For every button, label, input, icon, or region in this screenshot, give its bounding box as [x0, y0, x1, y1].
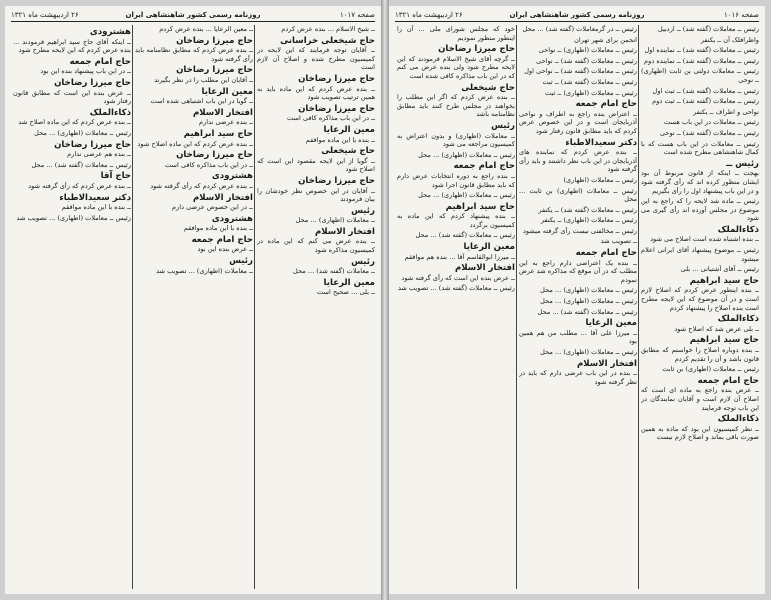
paragraph: رئیس ــ معاملات در این باب هست: [664, 118, 759, 127]
speaker-heading: رئیس: [351, 205, 375, 216]
paragraph: ــ شیخ الاسلام ... بنده عرض کردم: [281, 25, 375, 33]
paragraph: ــ گویا از این لایحه مقصود این است که اصلاح شود: [257, 156, 375, 174]
speaker-heading: حاج سید ابراهیم: [689, 335, 759, 346]
newspaper-title: روزنامه رسمی کشور شاهنشاهی ایران: [125, 11, 261, 19]
speaker-heading: افتخار الاسلام: [454, 263, 515, 274]
paragraph: ــ معاملات (اظهاری) ... محل: [295, 216, 375, 225]
speaker-heading: حاج امام جمعه: [575, 248, 637, 259]
paragraph: ــ در این باب مذاکره کافی است: [165, 160, 253, 169]
paragraph: ــ بنده با این ماده موافقم: [183, 224, 253, 233]
paragraph: ــ معاملات (اظهاری) و بدون اعتراض به کمیسیون مراجعه می شود: [397, 131, 515, 149]
paragraph: واظرافلک آن ــ یکنفر: [700, 35, 759, 44]
paragraph: رئیس ــ مخالفتی نیست رأی گرفته میشود: [522, 226, 637, 235]
paragraph: رئیس ــ معاملات (گفته شد) ... تصویب شد: [397, 284, 515, 293]
speaker-heading: معین الرعایا: [323, 277, 375, 288]
paragraph: ــ معاملات (گفته شد) ... محل: [293, 267, 375, 276]
paragraph: رئیس ــ معاملات (اظهاری) ــ یکنفر: [540, 216, 637, 225]
speaker-heading: حاج میرزا رضاخان: [438, 44, 515, 55]
speaker-heading: حاج امام جمعه: [697, 375, 759, 386]
paragraph: رئیس ــ معاملات (گفته شد) ــ ثبت: [542, 77, 637, 86]
paragraph: ــ اعتراض بنده راجع به اطراف و نواحی آذربایجان است و در این خصوص عرض کردم که باید مطابق قانون رفتار شود: [519, 109, 637, 135]
paragraph: ــ آقایان این مطلب را در نظر بگیرند: [154, 75, 253, 84]
paragraph: رئیس ــ معاملات (اظهاری): [563, 175, 637, 184]
paragraph: رئیس ــ معاملات (گفته شد) ــ نماینده اول: [644, 46, 759, 55]
paragraph: رئیس ــ معاملات (اظهاری) بن ثابت: [662, 365, 759, 374]
paragraph: رئیس ــ معاملات (اظهاری) ... محل: [418, 150, 515, 159]
paragraph: ــ میرزا ابوالقاسم آقا ... بنده هم موافقم: [404, 252, 515, 261]
paragraph: ــ بنده اینطور عرض کردم که اصلاح لازم است و در آن موضوع که این لایحه مطرح است بنده اصلاح را پیشنهاد کردم: [641, 286, 759, 312]
paragraph: ــ اینکه آقای حاج سید ابراهیم فرمودند ... بنده عرض کردم که این لایحه مطرح شود: [13, 37, 131, 55]
paragraph: ــ معین الرعایا ... بنده عرض کردم: [159, 25, 253, 33]
paragraph: ــ بنده عرض کردم که این ماده اصلاح شود: [137, 139, 253, 148]
speaker-heading: هشترودی: [211, 171, 253, 182]
paragraph: ــ میرزا علی آقا ... مطلب من هم همین بود: [519, 328, 637, 346]
paragraph: رئیس ــ معاملات (گفته شد) ... محل: [537, 307, 637, 316]
paragraph: رئیس ــ معاملات (اظهاری) ــ نواحی: [538, 46, 637, 55]
paragraph: ــ بنده با این ماده موافقم: [305, 135, 375, 144]
paragraph: ــ در این باب مذاکره کافی است: [287, 114, 375, 123]
paragraph: ــ در این باب پیشنهاد بنده این بود: [40, 67, 131, 76]
page-header: [395, 9, 759, 22]
text-column: [257, 25, 375, 589]
paragraph: رئیس ــ معاملات (اظهاری) ــ ثبت: [545, 88, 637, 97]
paragraph: رئیس ــ در گرمعاملات (گفته شد) ... محل: [522, 25, 637, 33]
paragraph: ــ بنده دوباره اصلاح را خواستم که مطابق قانون باشد و آن را تقدیم کردم: [641, 346, 759, 363]
paragraph: ــ بنده هم عرضی ندارم: [67, 150, 131, 159]
speaker-heading: حاج میرزا رضاخان: [54, 139, 131, 150]
paragraph: رئیس ــ معاملات (اظهاری) ... محل: [34, 128, 131, 137]
text-column: [519, 25, 637, 589]
paragraph: ــ بنده عرضی ندارم: [199, 118, 253, 127]
speaker-heading: حاج سید ابراهیم: [183, 128, 253, 139]
speaker-heading: ذکاءالملک: [717, 224, 759, 235]
paragraph: ــ بنده عرض کردم که اگر این مطلب را بخواهند در مجلس طرح کنند باید مطابق نظامنامه باشد: [397, 93, 515, 119]
paragraph: ــ تصویب شد: [600, 237, 637, 246]
speaker-heading: افتخار الاسلام: [314, 226, 375, 237]
paragraph: ــ عرض بنده راجع به ماده ای است که اصلاح آن لازم است و آقایان نمایندگان در این باب توجه فرمایند: [641, 386, 759, 412]
paragraph: ــ بنده یک اعتراضی دارم راجع به این مطلب که در آن موقع که مذاکره شد عرض نمودم: [519, 258, 637, 284]
speaker-heading: حاج شیخعلی خراسانی: [280, 35, 375, 46]
speaker-heading: هشترودی: [89, 27, 131, 37]
column-rule: [516, 25, 517, 589]
page-number: صفحه ۱۰۱۷: [339, 11, 375, 19]
paragraph: ــ عرض بنده این است که رأی گرفته شود: [401, 273, 515, 282]
speaker-heading: حاج شیخعلی: [321, 146, 375, 157]
speaker-heading: افتخار الاسلام: [192, 192, 253, 203]
paragraph: ــ عرض بنده این بود: [197, 245, 253, 254]
page-left: [5, 6, 381, 594]
paragraph: رئیس ــ معاملات (گفته شد) ... محل: [415, 231, 515, 240]
page-header: [11, 9, 375, 22]
speaker-heading: افتخار الاسلام: [192, 107, 253, 118]
paragraph: رئیس ــ معاملات (گفته شد) ــ ثبت دوم: [652, 97, 759, 106]
speaker-heading: رئیس ــ: [726, 158, 759, 169]
column-rule: [132, 25, 133, 589]
speaker-heading: دکتر سعیدالاطباء: [59, 192, 131, 203]
page-right: [389, 6, 765, 594]
speaker-heading: رئیس: [351, 256, 375, 267]
paragraph: رئیس ــ معاملات در این باب هست که با کمال شاهنشاهی مطرح شده است: [641, 139, 759, 157]
paragraph: ــ بنده عرض کردم که این ماده اصلاح شد: [18, 118, 131, 127]
text-column: [397, 25, 515, 589]
paragraph: رئیس ــ معاملات (گفته شد) ــ نواحی: [536, 56, 637, 65]
paragraph: ــ بنده راجع به دوره انتخابات عرض دارم که باید مطابق قانون اجرا شود: [397, 171, 515, 189]
paragraph: بهجت ــ اینکه از قانون مربوط آن بود ایشان منظور کرده اند که رأی گرفته شود و در این باب پیشنهاد اول را رأی بگیریم: [641, 169, 759, 195]
paragraph: ــ بنده عرض کردم که رأی گرفته شود: [150, 181, 253, 190]
speaker-heading: حاج میرزا رضاخان: [298, 73, 375, 84]
paragraph: ــ بنده در این باب عرضی دارم که باید در نظر گرفته شود: [519, 369, 637, 386]
paragraph: رئیس ــ ماده شد لایحه را که راجع به این موضوع در مجلس آورده اند رأی گیری می شود: [641, 197, 759, 223]
speaker-heading: ذکاءالملک: [717, 314, 759, 325]
paragraph: رئیس ــ معاملات (گفته شد) ــ اردبیل: [657, 25, 759, 33]
paragraph: انجمن برای شهر تهران: [574, 35, 637, 44]
paragraph: ــ بنده عرض کردم که نماینده های آذربایجان در این باب نظر داشتند و باید رأی گرفته شود: [519, 148, 637, 174]
speaker-heading: حاج میرزا رضاخان: [54, 77, 131, 88]
speaker-heading: حاج امام جمعه: [453, 161, 515, 172]
speaker-heading: حاج میرزا رضاخان: [176, 65, 253, 76]
paragraph: ــ گویا در این باب اشتباهی شده است: [150, 97, 253, 106]
book-gutter: [381, 0, 389, 600]
paragraph: رئیس ــ معاملات دولتی بن ثابت (اظهاری) ــ نوحی: [641, 67, 759, 84]
paragraph: خود که مجلس شورای ملی ... آن را اینطور منظور نمودیم: [397, 25, 515, 42]
speaker-heading: حاج سید ابراهیم: [445, 201, 515, 212]
paragraph: رئیس ــ معاملات (گفته شد) ــ یکنفر: [538, 205, 637, 214]
speaker-heading: معین الرعایا: [323, 124, 375, 135]
speaker-heading: حاج امام جمعه: [69, 56, 131, 67]
paragraph: ــ بنده عرض می کنم که این ماده در کمیسیون مذاکره شود: [257, 237, 375, 255]
paragraph: ــ آقایان توجه فرمایند که این لایحه در کمیسیون مطرح شده و اصلاح آن لازم است: [257, 46, 375, 72]
paragraph: ــ بنده پیشنهاد کردم که این ماده به کمیسیون برگردد: [397, 212, 515, 229]
paragraph: رئیس ــ معاملات (گفته شد) ــ ثبت اول: [652, 86, 759, 95]
paragraph: رئیس ــ معاملات (اظهاری) ... محل: [540, 348, 637, 356]
speaker-heading: معین الرعایا: [463, 242, 515, 253]
issue-date: ۲۶ اردیبهشت ماه ۱۳۲۱: [11, 11, 79, 19]
page-number: صفحه ۱۰۱۶: [723, 11, 759, 19]
speaker-heading: معین الرعایا: [585, 318, 637, 329]
paragraph: ــ بنده عرض کردم که مطابق نظامنامه باید رأی گرفته شود: [135, 46, 253, 63]
text-column: [641, 25, 759, 589]
paragraph: ــ بنده عرض کردم که این ماده باید به همین ترتیب تصویب شود: [257, 84, 375, 102]
speaker-heading: حاج امام جمعه: [191, 234, 253, 245]
text-column: [135, 25, 253, 589]
column-rule: [254, 25, 255, 589]
issue-date: ۲۶ اردیبهشت ماه ۱۳۲۱: [395, 11, 463, 19]
speaker-heading: حاج میرزا رضاخان: [176, 150, 253, 161]
paragraph: نواحی و اطراف ــ یکنفر: [693, 107, 759, 116]
paragraph: رئیس ــ معاملات (اظهاری) ... محل: [540, 286, 637, 295]
speaker-heading: افتخار الاسلام: [576, 358, 637, 369]
speaker-heading: حاج سید ابراهیم: [689, 275, 759, 286]
paragraph: رئیس ــ معاملات (اظهاری) ... تصویب شد: [16, 213, 131, 222]
paragraph: رئیس ــ آقای آشتیانی ... بلی: [680, 265, 759, 274]
paragraph: ــ گرچه آقای شیخ الاسلام فرمودند که این لایحه مطرح شود ولی بنده عرض می کنم که در این باب مذاکره کافی شده است: [397, 54, 515, 80]
paragraph: ــ بنده اشتباه شده است اصلاح می شود: [650, 235, 759, 244]
paragraph: رئیس ــ معاملات (گفته شد) ــ نماینده دوم: [644, 56, 759, 65]
speaker-heading: حاج میرزا رضاخان: [298, 103, 375, 114]
speaker-heading: حاج میرزا رضاخان: [176, 35, 253, 46]
paragraph: ــ عرض بنده این است که مطابق قانون رفتار شود: [13, 88, 131, 106]
paragraph: رئیس ــ معاملات (اظهاری) ... محل: [540, 297, 637, 306]
paragraph: ــ بلی عرض شد که اصلاح شود: [674, 324, 759, 333]
paragraph: ــ آقایان در این خصوص نظر خودشان را بیان فرمودند: [257, 186, 375, 204]
paragraph: رئیس ــ معاملات (گفته شد) ... محل: [31, 160, 131, 169]
paragraph: ــ بلی ... صحیح است: [317, 288, 375, 297]
speaker-heading: حاج میرزا رضاخان: [298, 175, 375, 186]
speaker-heading: دکتر سعیدالاطباء: [565, 137, 637, 148]
speaker-heading: حاج امام جمعه: [575, 99, 637, 110]
speaker-heading: حاج آقا: [100, 171, 131, 182]
paragraph: ــ معاملات (اظهاری) ... تصویب شد: [156, 266, 253, 275]
speaker-heading: معین الرعایا: [201, 86, 253, 97]
paragraph: رئیس ــ موضوع پیشنهاد آقای ایرانی اعلام میشود: [641, 246, 759, 263]
paragraph: رئیس ــ معاملات (گفته شد) ــ نوحی: [659, 128, 759, 137]
speaker-heading: هشترودی: [211, 213, 253, 224]
paragraph: ــ بنده عرض کردم که رأی گرفته شود: [28, 181, 131, 190]
paragraph: رئیس ــ معاملات (اظهاری) بن ثابت ... محل: [519, 186, 637, 204]
newspaper-title: روزنامه رسمی کشور شاهنشاهی ایران: [509, 11, 645, 19]
paragraph: رئیس ــ معاملات (اظهاری) ... محل: [418, 191, 515, 200]
speaker-heading: حاج شیخعلی: [461, 82, 515, 93]
speaker-heading: رئیس: [491, 120, 515, 131]
speaker-heading: رئیس: [229, 256, 253, 267]
paragraph: ــ بنده با این ماده موافقم: [61, 203, 131, 212]
column-rule: [638, 25, 639, 589]
paragraph: رئیس ــ معاملات (گفته شد) ــ نواحی اول: [524, 67, 637, 76]
speaker-heading: ذکاءالملک: [89, 107, 131, 118]
paragraph: ــ در این خصوص عرضی دارم: [171, 203, 253, 212]
text-column: [13, 25, 131, 589]
paragraph: ــ نظر کمیسیون این بود که ماده به همین صورت باقی بماند و اصلاح لازم نیست: [641, 424, 759, 442]
speaker-heading: ذکاءالملک: [717, 414, 759, 425]
